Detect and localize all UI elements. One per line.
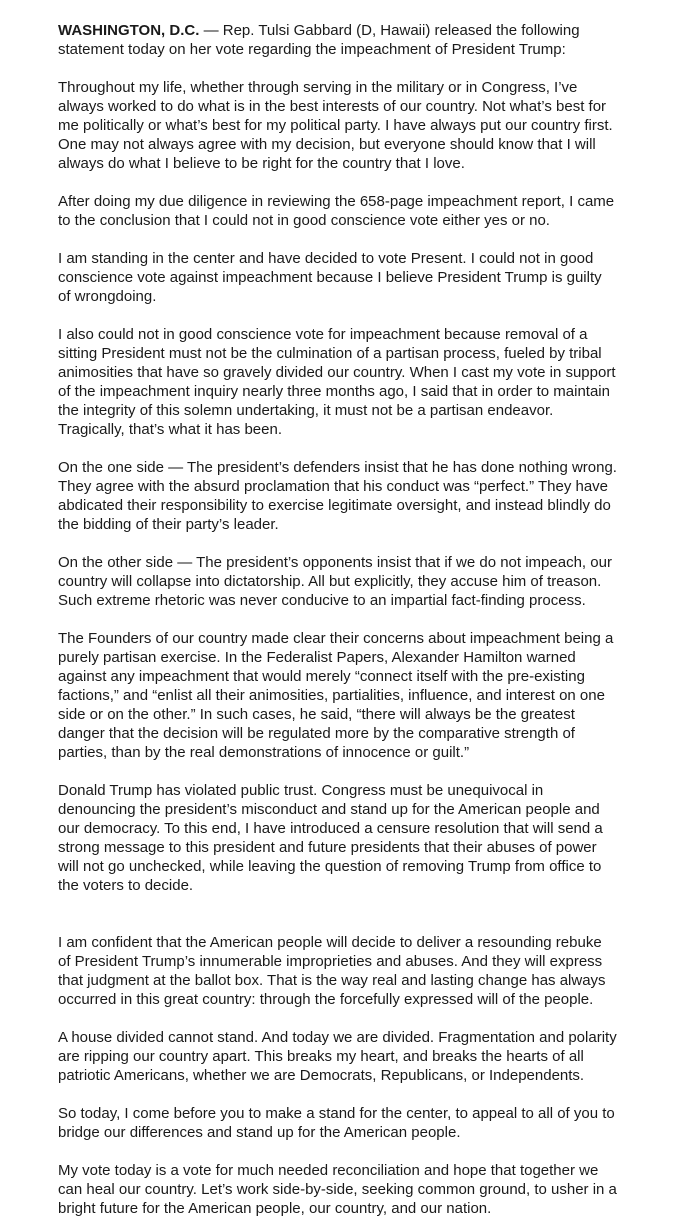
paragraph-1: Throughout my life, whether through serving in the military or in Congress, I’ve always worked to do what is in the best interests of our country. Not what’s best for me politically or what’s best for my political party. I have always put our country first. One may not always agree with my decision, but everyone should know that I will always do what I believe to be right for the country that I love.	[58, 79, 613, 172]
paragraph-5: On the one side — The president’s defenders insist that he has done nothing wrong. They agree with the absurd proclamation that his conduct was “perfect.” They have abdicated their responsibility to exercise legitimate oversight, and instead blindly do the bidding of their party’s leader.	[58, 459, 617, 533]
dateline: WASHINGTON, D.C.	[58, 22, 200, 39]
paragraph-2: After doing my due diligence in reviewing the 658-page impeachment report, I came to the conclusion that I could not in good conscience vote either yes or no.	[58, 193, 615, 229]
paragraph-7: The Founders of our country made clear their concerns about impeachment being a purely partisan exercise. In the Federalist Papers, Alexander Hamilton warned against any impeachment that would merely “connect itself with the pre-existing factions,” and “enlist all their animosities, partialities, influence, and interest on one side or on the other.” In such cases, he said, “there will always be the greatest danger that the decision will be regulated more by the comparative strength of parties, than by the real demonstrations of innocence or guilt.”	[58, 630, 614, 761]
paragraph-spacer	[58, 914, 669, 933]
paragraph-11: So today, I come before you to make a stand for the center, to appeal to all of you to bridge our differences and stand up for the American people.	[58, 1105, 615, 1141]
paragraph-6: On the other side — The president’s opponents insist that if we do not impeach, our country will collapse into dictatorship. All but explicitly, they accuse him of treason. Such extreme rhetoric was never conducive to an impartial fact-finding process.	[58, 554, 612, 609]
paragraph-10: A house divided cannot stand. And today we are divided. Fragmentation and polarity are ripping our country apart. This breaks my heart, and breaks the hearts of all patriotic Americans, whether we are Democrats, Republicans, or Independents.	[58, 1029, 617, 1084]
lead-paragraph	[58, 21, 669, 59]
paragraph-4: I also could not in good conscience vote for impeachment because removal of a sitting President must not be the culmination of a partisan process, fueled by tribal animosities that have so gravely divided our country. When I cast my vote in support of the impeachment inquiry nearly three months ago, I said that in order to maintain the integrity of this solemn undertaking, it must not be a partisan endeavor. Tragically, that’s what it has been.	[58, 326, 616, 438]
paragraph-3: I am standing in the center and have decided to vote Present. I could not in good conscience vote against impeachment because I believe President Trump is guilty of wrongdoing.	[58, 250, 602, 305]
lead-text: — Rep. Tulsi Gabbard (D, Hawaii) released the following statement today on her vote regarding the impeachment of President Trump:	[58, 22, 580, 58]
paragraph-12: My vote today is a vote for much needed reconciliation and hope that together we can heal our country. Let’s work side-by-side, seeking common ground, to usher in a bright future for the American people, our country, and our nation.	[58, 1162, 617, 1217]
paragraph-9: I am confident that the American people will decide to deliver a resounding rebuke of President Trump’s innumerable improprieties and abuses. And they will express that judgment at the ballot box. That is the way real and lasting change has always occurred in this great country: through the forcefully expressed will of the people.	[58, 934, 606, 1008]
paragraph-8: Donald Trump has violated public trust. Congress must be unequivocal in denouncing the president’s misconduct and stand up for the American people and our democracy. To this end, I have introduced a censure resolution that will send a strong message to this president and future presidents that their abuses of power will not go unchecked, while leaving the question of removing Trump from office to the voters to decide.	[58, 782, 603, 894]
